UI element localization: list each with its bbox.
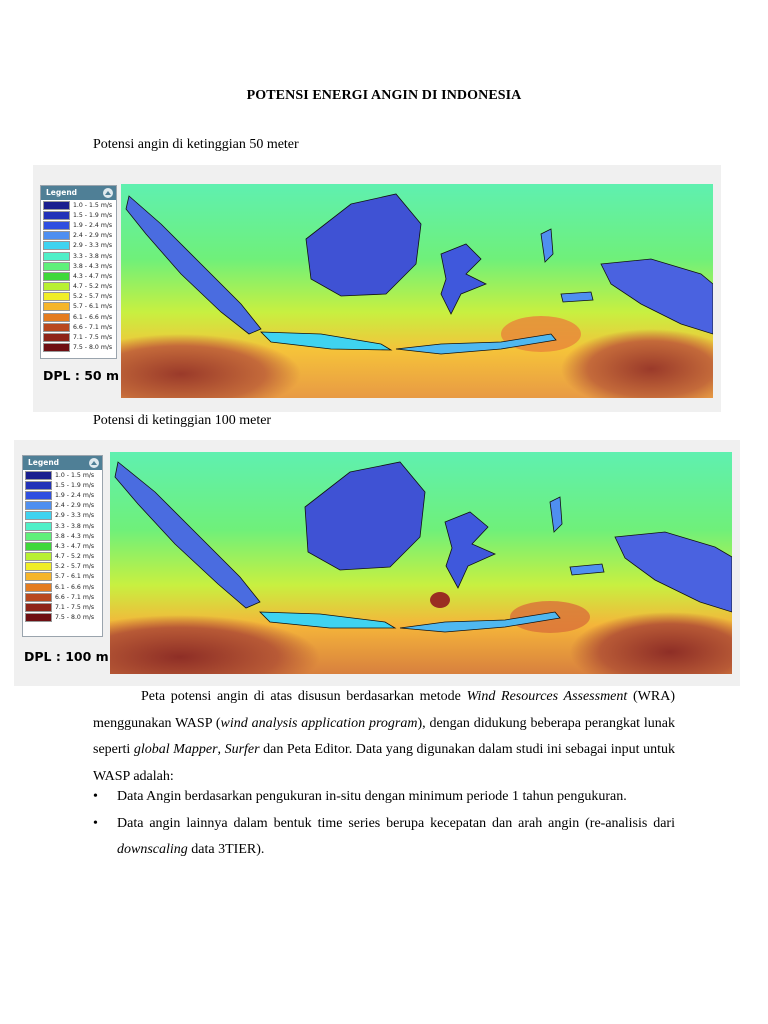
legend-label: 7.5 - 8.0 m/s [73, 344, 113, 352]
body-paragraph [93, 684, 675, 790]
legend-swatch [25, 511, 52, 520]
legend-rows-100m [23, 470, 102, 623]
legend-row [41, 332, 116, 342]
legend-swatch [25, 522, 52, 531]
legend-swatch [43, 221, 70, 230]
legend-row [41, 200, 116, 210]
legend-swatch [25, 562, 52, 571]
legend-row [23, 480, 102, 490]
legend-label: 5.7 - 6.1 m/s [73, 303, 113, 311]
legend-row [23, 582, 102, 592]
legend-label: 6.6 - 7.1 m/s [73, 323, 113, 331]
wind-speed-raster-100m [110, 452, 732, 674]
legend-row [23, 562, 102, 572]
page-title: POTENSI ENERGI ANGIN DI INDONESIA [246, 88, 522, 103]
legend-label: 1.5 - 1.9 m/s [73, 211, 113, 219]
legend-label: 1.0 - 1.5 m/s [55, 471, 95, 479]
legend-row [23, 572, 102, 582]
legend-label: 4.3 - 4.7 m/s [55, 542, 95, 550]
legend-row [41, 282, 116, 292]
legend-label: 3.8 - 4.3 m/s [73, 262, 113, 270]
collapse-icon[interactable] [103, 188, 113, 198]
legend-rows-50m [41, 200, 116, 353]
legend-swatch [25, 471, 52, 480]
legend-row [41, 261, 116, 271]
legend-swatch [43, 272, 70, 281]
legend-label: 4.7 - 5.2 m/s [73, 283, 113, 291]
dpl-label-50m: DPL : 50 m [43, 368, 119, 383]
legend-label: 7.1 - 7.5 m/s [55, 604, 95, 612]
legend-swatch [25, 613, 52, 622]
legend-row [23, 552, 102, 562]
legend-title: Legend [46, 188, 78, 197]
legend-row [23, 613, 102, 623]
legend-row [23, 541, 102, 551]
legend-row [41, 231, 116, 241]
wind-map-50m [33, 165, 721, 412]
legend-row [41, 292, 116, 302]
legend-row [23, 511, 102, 521]
caption-map-50m: Potensi angin di ketinggian 50 meter [93, 137, 299, 152]
legend-swatch [25, 593, 52, 602]
legend-label: 2.4 - 2.9 m/s [73, 232, 113, 240]
legend-header [41, 186, 116, 200]
legend-row [23, 501, 102, 511]
legend-swatch [43, 323, 70, 332]
legend-row [41, 302, 116, 312]
dpl-label-100m: DPL : 100 m [24, 649, 109, 664]
list-item-text: Data Angin berdasarkan pengukuran in-situ dengan minimum periode 1 tahun pengukuran. [117, 789, 627, 804]
legend-swatch [43, 241, 70, 250]
legend-title: Legend [28, 458, 60, 467]
legend-swatch [25, 583, 52, 592]
legend-swatch [25, 491, 52, 500]
collapse-icon[interactable] [89, 458, 99, 468]
legend-label: 2.9 - 3.3 m/s [73, 242, 113, 250]
legend-swatch [43, 262, 70, 271]
legend-label: 5.2 - 5.7 m/s [73, 293, 113, 301]
legend-swatch [43, 211, 70, 220]
legend-row [23, 470, 102, 480]
legend-label: 3.3 - 3.8 m/s [73, 252, 113, 260]
legend-label: 6.1 - 6.6 m/s [73, 313, 113, 321]
wind-speed-raster-50m [121, 184, 713, 398]
legend-swatch [43, 231, 70, 240]
legend-label: 3.3 - 3.8 m/s [55, 522, 95, 530]
legend-row [41, 271, 116, 281]
legend-row [23, 602, 102, 612]
legend-label: 3.8 - 4.3 m/s [55, 532, 95, 540]
bullet-icon: • [93, 789, 98, 804]
legend-swatch [25, 572, 52, 581]
legend-row [41, 241, 116, 251]
bullet-icon: • [93, 815, 98, 831]
legend-label: 6.6 - 7.1 m/s [55, 593, 95, 601]
legend-label: 1.9 - 2.4 m/s [73, 221, 113, 229]
legend-label: 2.9 - 3.3 m/s [55, 512, 95, 520]
legend-label: 2.4 - 2.9 m/s [55, 502, 95, 510]
legend-row [23, 592, 102, 602]
paragraph-text: Peta potensi angin di atas disusun berdasarkan metode Wind Resources Assessment (WRA) menggunakan WASP (wind analysis application program), dengan didukung beberapa perangkat lunak seperti global Mapper, Surfer dan Peta Editor. Data yang digunakan dalam studi ini sebagai input untuk WASP adalah: [93, 689, 676, 784]
legend-label: 1.0 - 1.5 m/s [73, 201, 113, 209]
legend-row [23, 490, 102, 500]
legend-swatch [25, 532, 52, 541]
legend-swatch [25, 603, 52, 612]
legend-swatch [43, 292, 70, 301]
legend-label: 5.2 - 5.7 m/s [55, 563, 95, 571]
legend-label: 5.7 - 6.1 m/s [55, 573, 95, 581]
legend-swatch [25, 481, 52, 490]
bullet-list [93, 784, 675, 864]
legend-row [41, 322, 116, 332]
legend-swatch [43, 313, 70, 322]
legend-header [23, 456, 102, 470]
legend-swatch [43, 201, 70, 210]
legend-label: 4.3 - 4.7 m/s [73, 272, 113, 280]
legend-label: 6.1 - 6.6 m/s [55, 583, 95, 591]
legend-row [41, 343, 116, 353]
legend-row [23, 531, 102, 541]
wind-map-100m [14, 440, 740, 686]
legend-swatch [43, 343, 70, 352]
legend-label: 1.9 - 2.4 m/s [55, 491, 95, 499]
legend-swatch [43, 252, 70, 261]
legend-swatch [25, 542, 52, 551]
legend-swatch [43, 302, 70, 311]
caption-map-100m: Potensi di ketinggian 100 meter [93, 413, 272, 428]
legend-swatch [25, 501, 52, 510]
legend-swatch [43, 333, 70, 342]
legend-label: 7.1 - 7.5 m/s [73, 334, 113, 342]
legend-swatch [43, 282, 70, 291]
legend-label: 7.5 - 8.0 m/s [55, 614, 95, 622]
list-item-text: Data angin lainnya dalam bentuk time series berupa kecepatan dan arah angin (re-analisis dari downscaling data 3TIER). [117, 815, 675, 857]
legend-label: 1.5 - 1.9 m/s [55, 481, 95, 489]
list-item [93, 811, 675, 864]
legend-row [41, 251, 116, 261]
legend-row [23, 521, 102, 531]
legend-panel-100m [22, 455, 103, 637]
list-item [93, 784, 675, 811]
legend-row [41, 312, 116, 322]
legend-row [41, 210, 116, 220]
legend-panel-50m [40, 185, 117, 359]
legend-row [41, 220, 116, 230]
legend-label: 4.7 - 5.2 m/s [55, 553, 95, 561]
legend-swatch [25, 552, 52, 561]
